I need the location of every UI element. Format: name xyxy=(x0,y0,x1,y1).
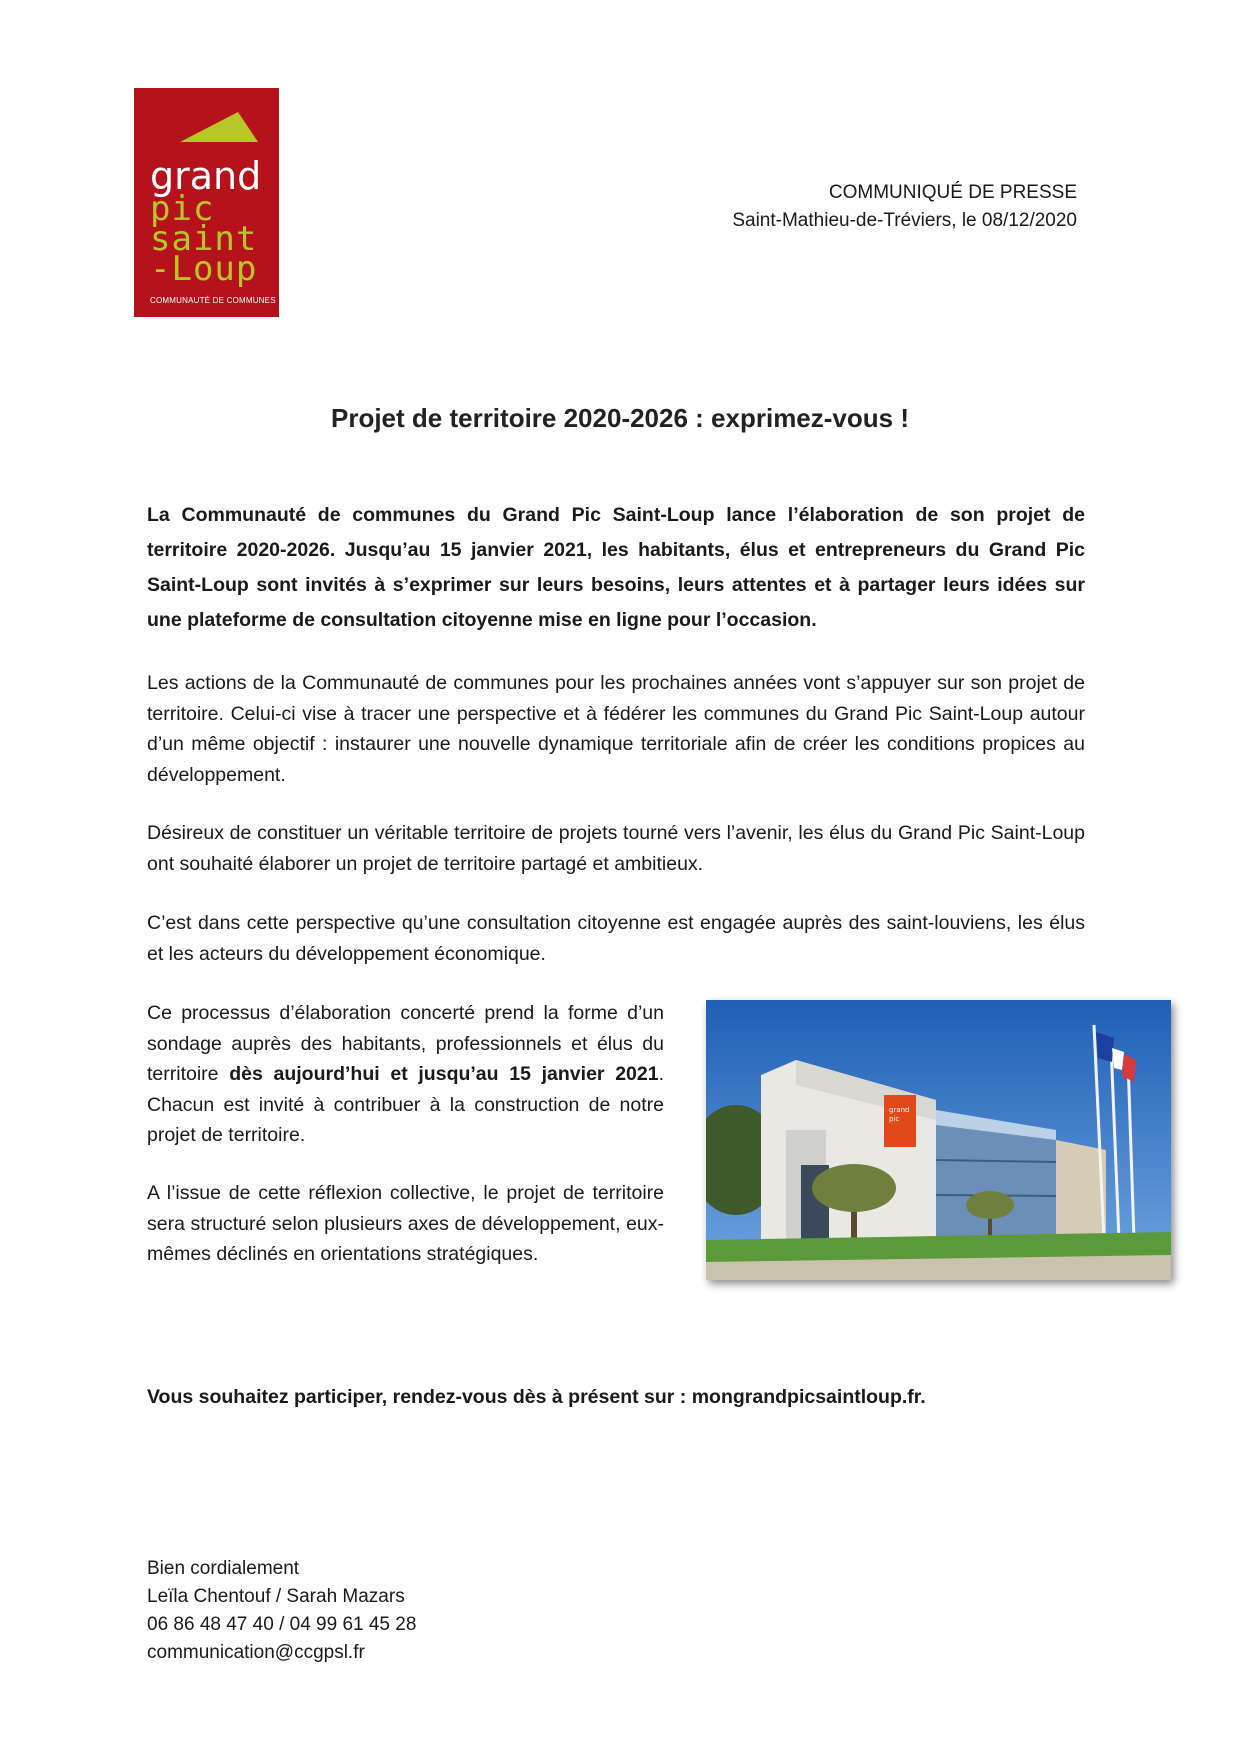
paragraph-actions: Les actions de la Communauté de communes pour les prochaines années vont s’appuyer sur son projet de territoire. Celui-ci vise à tracer une perspective et à fédérer les communes du Grand Pic Saint-Loup autour d’un même objectif : instaurer une nouvelle dynamique territoriale afin de créer les conditions propices au développement. xyxy=(147,672,1085,786)
document-type: COMMUNIQUÉ DE PRESSE xyxy=(828,182,1077,203)
place-and-date: Saint-Mathieu-de-Tréviers, le 08/12/2020 xyxy=(732,210,1077,231)
signature-closing: Bien cordialement xyxy=(147,1558,300,1579)
process-text-end: . Chacun est invité à contribuer à la construction de notre projet de territoire. xyxy=(147,1063,665,1146)
paragraph-ambition: Désireux de constituer un véritable territoire de projets tourné vers l’avenir, les élus du Grand Pic Saint-Loup ont souhaité élaborer un projet de territoire partagé et ambitieux. xyxy=(147,822,1085,875)
logo-word-loup: -Loup xyxy=(150,249,258,289)
paragraph-outcome: A l’issue de cette réflexion collective, le projet de territoire sera structuré selon plusieurs axes de développement, eux-mêmes déclinés en orientations stratégiques. xyxy=(147,1182,664,1265)
signature-names: Leïla Chentouf / Sarah Mazars xyxy=(147,1586,405,1607)
logo-triangle-icon xyxy=(180,112,258,142)
logo-subtitle: COMMUNAUTÉ DE COMMUNES xyxy=(150,296,276,305)
building-photo-illustration xyxy=(706,1000,1171,1280)
building-photo xyxy=(706,1000,1171,1280)
signature-email: communication@ccgpsl.fr xyxy=(147,1642,365,1663)
logo-word-pic: pic xyxy=(150,189,215,229)
svg-text:pic: pic xyxy=(889,1115,900,1123)
call-to-action: Vous souhaitez participer, rendez-vous dès à présent sur : mongrandpicsaintloup.fr. xyxy=(147,1386,926,1408)
process-text-start: Ce processus d’élaboration concerté prend la forme d’un sondage auprès des habitants, professionnels et élus du territoire xyxy=(147,1002,664,1085)
svg-text:grand: grand xyxy=(889,1106,910,1114)
paragraph-process xyxy=(147,998,664,1151)
page-title: Projet de territoire 2020-2026 : exprimez-vous ! xyxy=(330,403,909,433)
logo-word-saint: saint xyxy=(150,219,258,259)
signature-phones: 06 86 48 47 40 / 04 99 61 45 28 xyxy=(147,1614,417,1635)
brand-logo xyxy=(134,88,279,317)
process-dates-emphasis: dès aujourd’hui et jusqu’au 15 janvier 2021 xyxy=(229,1063,659,1085)
paragraph-consultation: C’est dans cette perspective qu’une consultation citoyenne est engagée auprès des saint-louviens, les élus et les acteurs du développement économique. xyxy=(147,912,1085,965)
lead-paragraph: La Communauté de communes du Grand Pic Saint-Loup lance l’élaboration de son projet de territoire 2020-2026. Jusqu’au 15 janvier 2021, les habitants, élus et entrepreneurs du Grand Pic Saint-Loup sont invités à s’exprimer sur leurs besoins, leurs attentes et à partager leurs idées sur une plateforme de consultation citoyenne mise en ligne pour l’occasion. xyxy=(147,504,1085,631)
logo-word-grand: grand xyxy=(150,154,262,198)
